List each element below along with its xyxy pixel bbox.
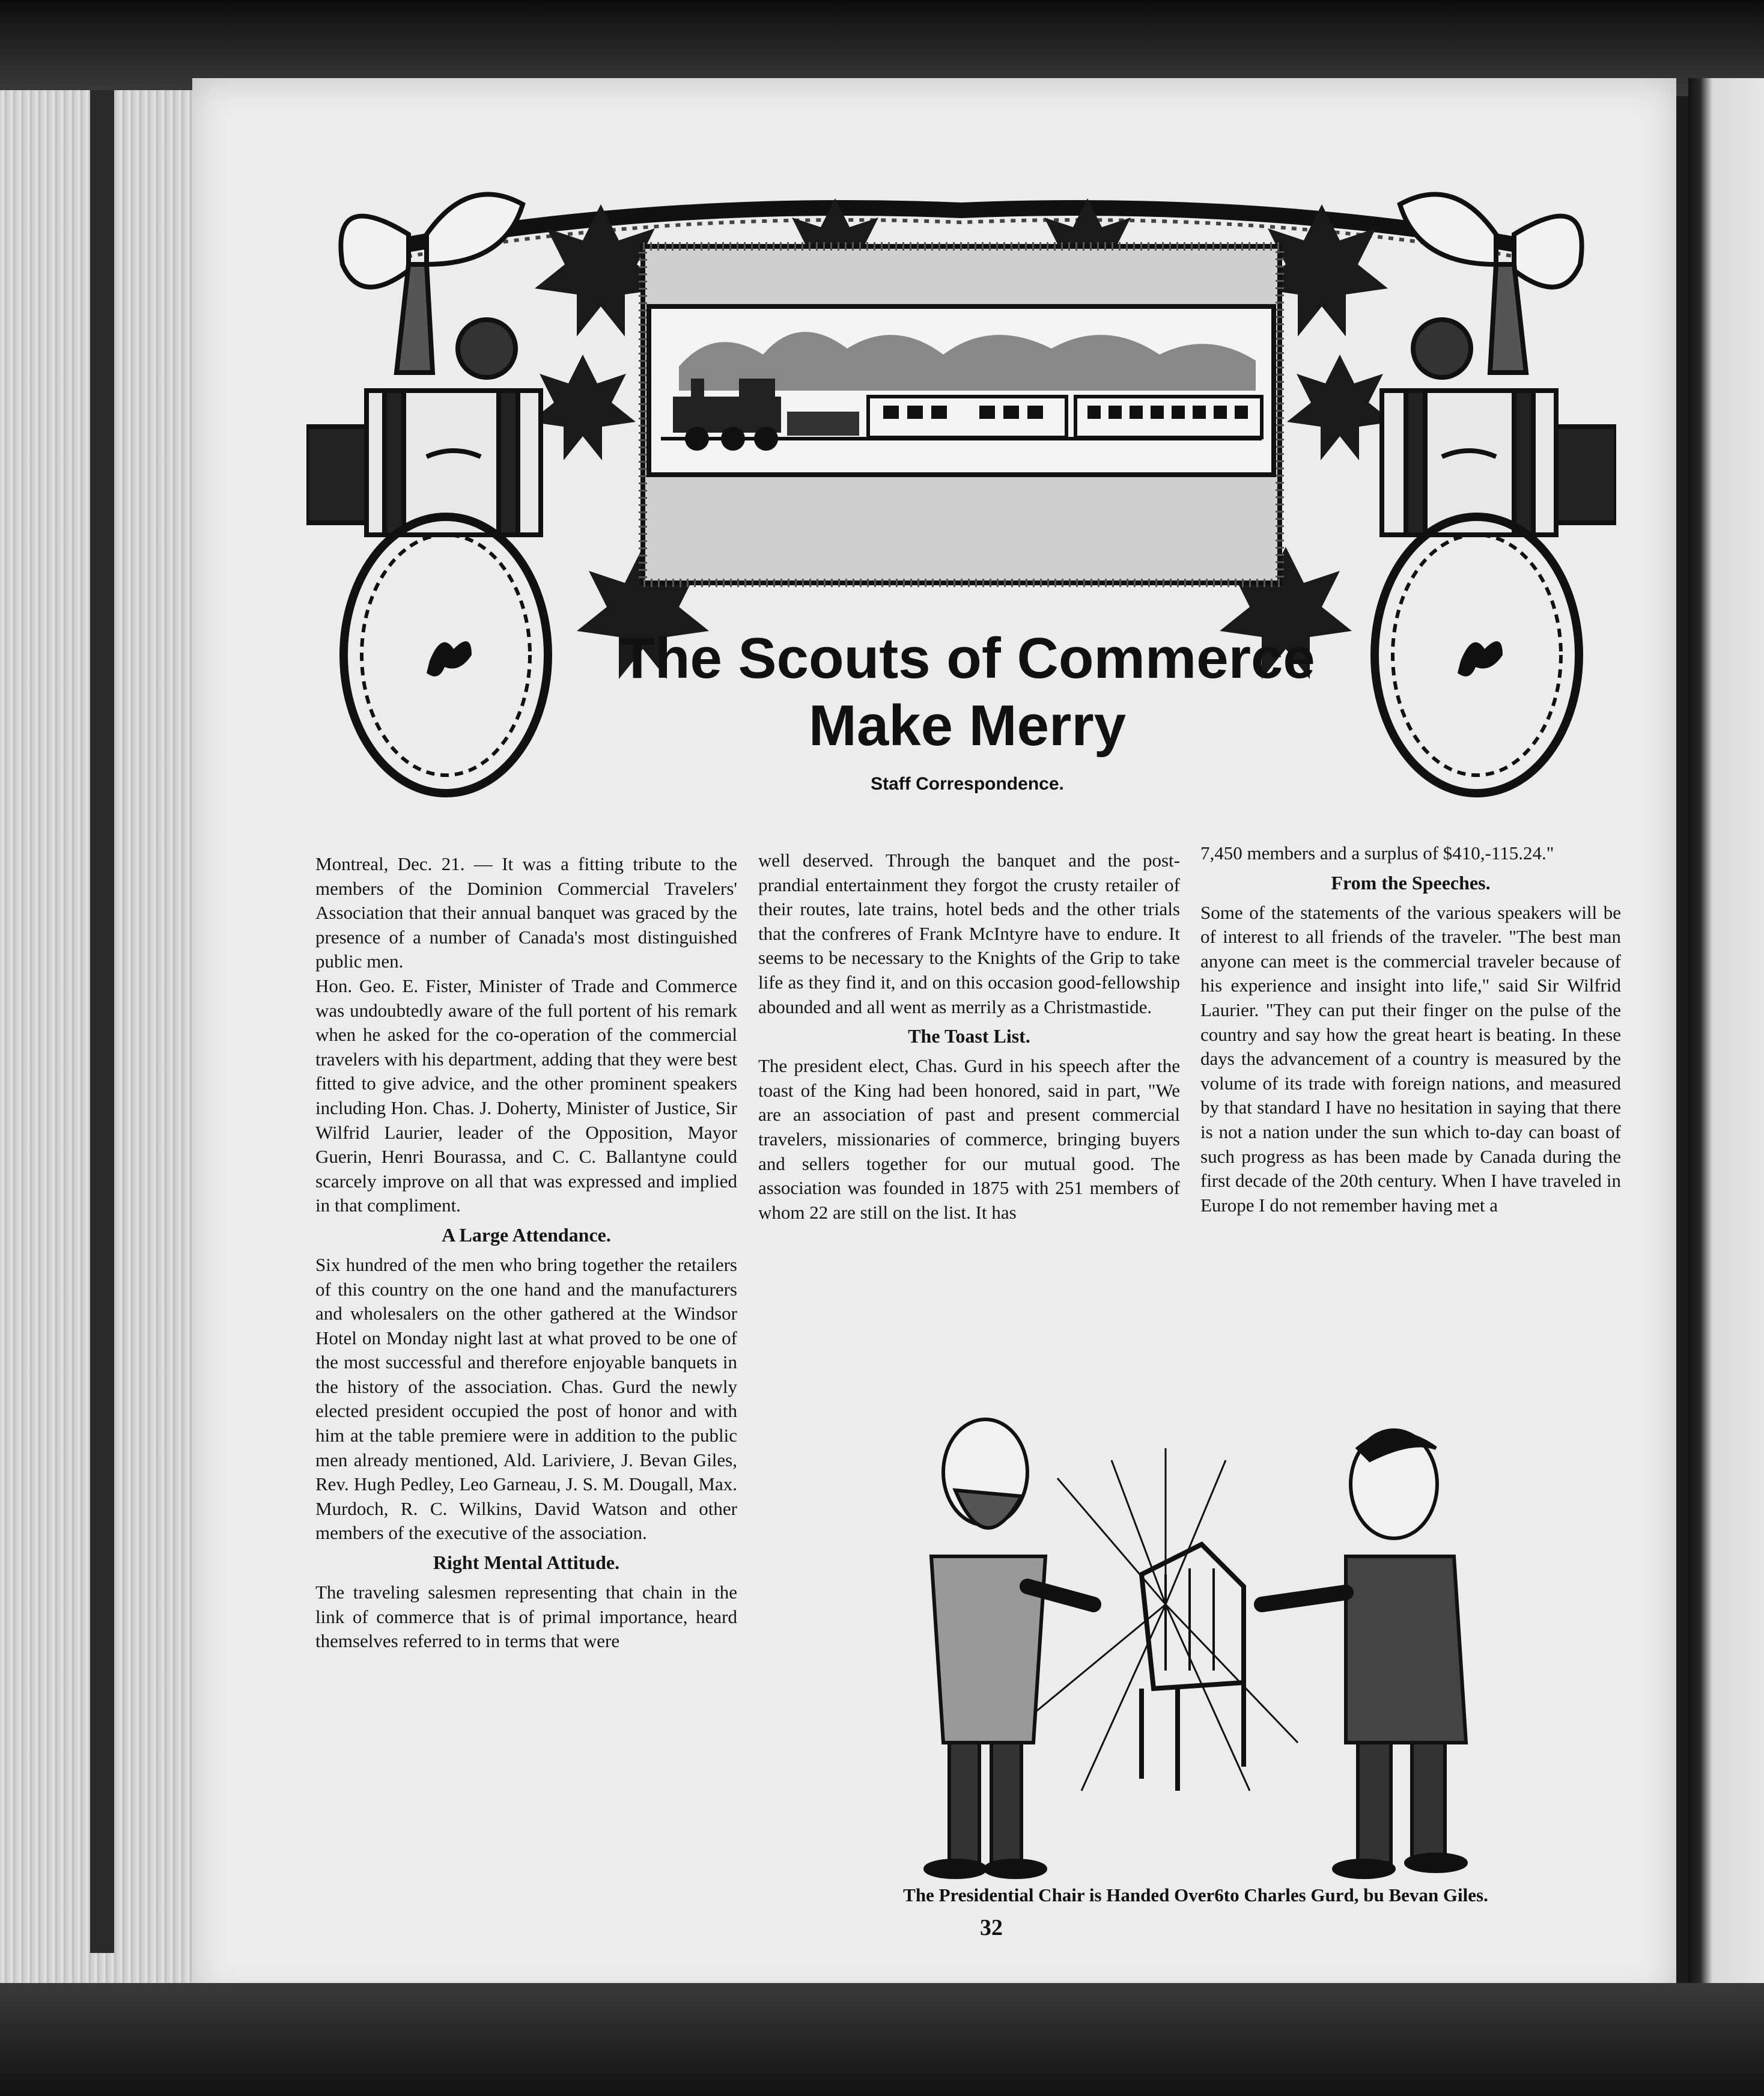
paragraph: 7,450 members and a surplus of $410,-115.24." <box>1200 842 1554 864</box>
byline: Staff Correspondence. <box>871 774 1064 794</box>
page-number: 32 <box>980 1915 1003 1940</box>
article-title <box>541 625 1394 760</box>
presidential-chair-cartoon <box>829 1406 1574 1905</box>
article-column-3 <box>1200 841 1621 1217</box>
bearded-man-figure <box>925 1419 1093 1877</box>
paragraph: The traveling salesmen representing that chain in the link of commerce that is of primal importance, heard themselves referred to in terms that were <box>315 1582 737 1652</box>
scan-shadow-bottom <box>0 1983 1764 2096</box>
book-binding-shadow <box>90 90 114 1953</box>
cartoon-caption: The Presidential Chair is Handed Over6to Charles Gurd, bu Bevan Giles. <box>903 1884 1488 1906</box>
subheading-speeches: From the Speeches. <box>1331 871 1491 894</box>
adjacent-page-edge <box>1688 78 1764 2001</box>
radiating-lines <box>1027 1448 1298 1791</box>
subheading-mental-attitude: Right Mental Attitude. <box>433 1552 620 1574</box>
paragraph: Hon. Geo. E. Fister, Minister of Trade and Commerce was undoubtedly aware of the full portent of his remark when he asked for the co-operation of the commercial travelers with his department, adding that they were best fitted to give advice, and the other prominent speakers including Hon. Chas. J. Doherty, Minister of Justice, Sir Wilfrid Laurier, leader of the Opposition, Mayor Guerin, Henri Bourassa, and C. C. Ballantyne could scarcely improve on all that was expressed and implied in that compliment. <box>315 975 737 1216</box>
title-line-2: Make Merry <box>808 693 1127 758</box>
paragraph: The president elect, Chas. Gurd in his speech after the toast of the King had been honored, said in part, "We are an association of past and present commercial travelers, missionaries of commerce, bringing buyers and sellers together for our mutual good. The association was founded in 1875 with 251 members of whom 22 are still on the list. It has <box>758 1055 1180 1223</box>
article-column-1 <box>315 852 737 1654</box>
paragraph: Six hundred of the men who bring together the retailers of this country on the one hand and the manufacturers and wholesalers on the other gathered at the Windsor Hotel on Monday night last at what proved to be one of the most successful and therefore enjoyable banquets in the history of the association. Chas. Gurd the newly elected president occupied the post of honor and with him at the table premiere were in addition to the public men already mentioned, Ald. Lariviere, J. Bevan Giles, Rev. Hugh Pedley, Leo Garneau, J. S. M. Dougall, Max. Murdoch, R. C. Wilkins, David Watson and other members of the executive of the association. <box>315 1254 737 1544</box>
paragraph: Some of the statements of the various speakers will be of interest to all friends of the traveler. "The best man anyone can meet is the commercial traveler because of his experience and insight into life," said Sir Wilfrid Laurier. "They can put their finger on the pulse of the country and say how the great heart is beating. In these days the advancement of a country is measured by the volume of its trade with foreign nations, and measured by that standard I have no hesitation in saying that there is not a nation under the sun which to-day can boast of such progress as has been made by Canada during the first decade of the 20th century. When I have traveled in Europe I do not remember having met a <box>1200 901 1621 1216</box>
paragraph: Montreal, Dec. 21. — It was a fitting tribute to the members of the Dominion Commercial Travelers' Association that their annual banquet was graced by the presence of a number of Canada's most distinguished public men. <box>315 853 737 972</box>
title-line-1: The Scouts of Commerce <box>619 626 1315 690</box>
paragraph: well deserved. Through the banquet and the post-prandial entertainment they forgot the crusty retailer of their routes, late trains, hotel beds and the other trials that the confreres of Frank McIntyre have to endure. It seems to be necessary to the Knights of the Grip to take life as they find it, and on this occasion good-fellowship abounded and all went as merrily as a Christmastide. <box>758 850 1180 1017</box>
young-man-figure <box>1262 1430 1466 1877</box>
subheading-toast-list: The Toast List. <box>908 1025 1030 1047</box>
subheading-attendance: A Large Attendance. <box>442 1223 611 1246</box>
article-column-2 <box>758 848 1180 1225</box>
